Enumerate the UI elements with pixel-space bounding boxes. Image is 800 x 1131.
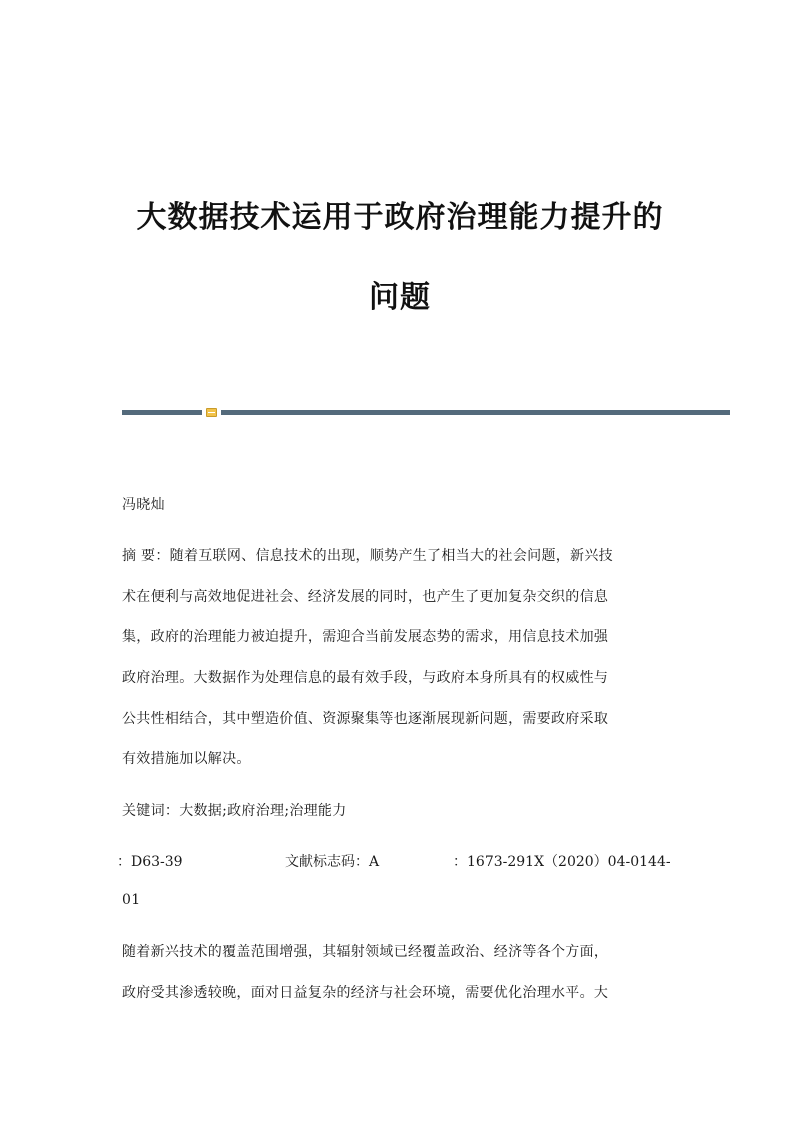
abstract-line: 公共性相结合，其中塑造价值、资源聚集等也逐渐展现新问题，需要政府采取: [122, 711, 609, 727]
abstract-line: 摘 要：随着互联网、信息技术的出现，顺势产生了相当大的社会问题，新兴技: [122, 548, 613, 564]
envelope-icon: [206, 408, 217, 417]
document-title-line-1: 大数据技术运用于政府治理能力提升的: [136, 200, 664, 235]
keywords: 关键词：大数据;政府治理;治理能力: [122, 803, 347, 819]
author-name: 冯晓灿: [122, 497, 165, 513]
title-divider: [122, 409, 730, 417]
abstract-line: 术在便利与高效地促进社会、经济发展的同时，也产生了更加复杂交织的信息: [122, 589, 609, 605]
divider-left-segment: [122, 410, 202, 415]
divider-right-segment: [221, 410, 730, 415]
document-title-line-2: 问题: [369, 280, 431, 315]
classification-row: [0, 851, 800, 871]
body-line: 随着新兴技术的覆盖范围增强，其辐射领域已经覆盖政治、经济等各个方面，: [122, 944, 609, 960]
body-line: 政府受其渗透较晚，面对日益复杂的经济与社会环境，需要优化治理水平。大: [122, 985, 609, 1001]
abstract-line: 集，政府的治理能力被迫提升，需迎合当前发展态势的需求，用信息技术加强: [122, 629, 609, 645]
abstract-line: 有效措施加以解决。: [122, 751, 251, 767]
document-code: 文献标志码：A: [285, 854, 380, 870]
article-id-continued: 01: [122, 892, 141, 908]
article-id: ：1673-291X（2020）04-0144-: [453, 854, 671, 870]
classification-code: ：D63-39: [117, 854, 183, 870]
abstract-line: 政府治理。大数据作为处理信息的最有效手段，与政府本身所具有的权威性与: [122, 670, 609, 686]
